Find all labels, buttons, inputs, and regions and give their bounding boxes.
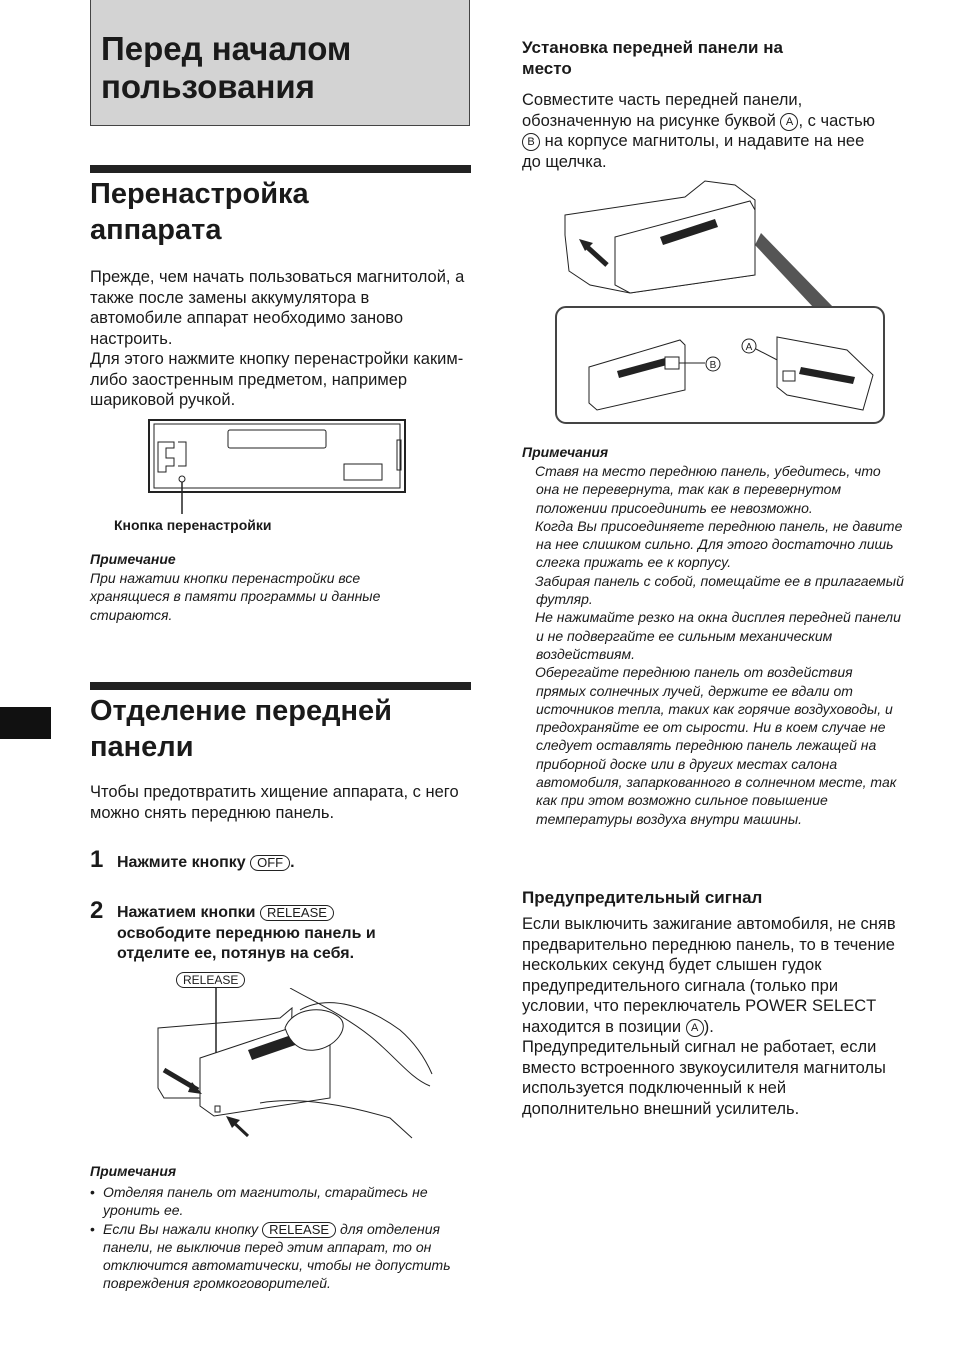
detach-intro: Чтобы предотвратить хищение аппарата, с него можно снять переднюю панель. (90, 783, 459, 822)
attach-note-item: Не нажимайте резко на окна дисплея передней панели и не подвергайте ее сильным механическим воздействиям. (535, 609, 901, 662)
reset-heading: Перенастройка аппарата (90, 178, 309, 246)
detach-note-2-b: для отделения панели, не выключив перед этим аппарат, то он отключится автоматически, чтобы не допустить повреждения громкоговорителей. (103, 1220, 451, 1292)
warning-text-a: Если выключить зажигание автомобиля, не сняв предварительно переднюю панель, то в течение нескольких секунд будет слышен гудок предупредительного сигнала (только при условии, что переключатель POWER SELECT находится в позиции (522, 915, 896, 1036)
attach-text-b: , с частью (798, 111, 876, 130)
detach-notes-title: Примечания (90, 1163, 177, 1179)
detach-note-item (90, 1220, 462, 1293)
attach-notes-list (524, 462, 904, 828)
section-rule (90, 165, 471, 173)
attach-text-a: Совместите часть передней панели, обозначенную на рисунке буквой (522, 91, 803, 130)
step-1-text (117, 853, 295, 874)
attach-panel-figure (555, 175, 887, 427)
svg-text:B: B (709, 360, 717, 371)
warning-text (522, 914, 906, 1119)
mark-b-icon: B (522, 133, 540, 151)
svg-text:A: A (745, 342, 753, 353)
reset-text (90, 267, 465, 411)
reset-paragraph-1: Прежде, чем начать пользоваться магнитолой, а также после замены аккумулятора в автомобиле аппарат необходимо заново настроить. (90, 268, 465, 348)
reset-figure-caption: Кнопка перенастройки (114, 517, 272, 533)
warning-text-b: ). (703, 1017, 714, 1036)
detach-notes-list (90, 1183, 462, 1293)
attach-note-item: Ставя на место переднюю панель, убедитесь, что она не перевернута, так как в перевернутом положении присоединить ее невозможно. (535, 463, 881, 516)
mark-a-icon: A (780, 113, 798, 131)
step-1-number: 1 (90, 846, 104, 873)
step-1-label: Нажмите кнопку (117, 854, 246, 871)
warning-paragraph-2: Предупредительный сигнал не работает, если вместо встроенного звукоусилителя магнитолы используется подключенный к ней дополнительно внешний усилитель. (522, 1038, 886, 1118)
release-button-label: RELEASE (260, 905, 334, 921)
detach-note-2-a: Если Вы нажали кнопку (103, 1220, 259, 1237)
release-figure-label-wrap (176, 971, 245, 989)
detach-panel-figure (140, 988, 440, 1143)
reset-note-title: Примечание (90, 551, 176, 567)
attach-note-item: Забирая панель с собой, помещайте ее в прилагаемый футляр. (535, 572, 904, 608)
step-1-period: . (290, 854, 295, 871)
section-rule (90, 682, 471, 690)
attach-text (522, 90, 877, 172)
attach-notes-title: Примечания (522, 444, 609, 460)
step-2-text (117, 903, 427, 965)
off-button-label: OFF (250, 855, 290, 871)
side-tab-marker (0, 707, 51, 739)
reset-button-figure (148, 418, 408, 518)
attach-note-item: Оберегайте переднюю панель от воздействия прямых солнечных лучей, держите ее вдали от источников тепла, таких как горячие воздуховоды, и предохраняйте ее от сырости. Ни в коем случае не следует оставлять переднюю панель лежащей на приборной доске или в других местах салона автомобиля, запаркованного в солнечном месте, так как при этом возможно сильное повышение температуры воздуха внутри машины. (535, 664, 897, 827)
attach-text-c: на корпусе магнитолы, и надавите на нее до щелчка. (522, 132, 865, 171)
reset-paragraph-2: Для этого нажмите кнопку перенастройки каким-либо заостренным предметом, например шариковой ручкой. (90, 350, 464, 409)
reset-note-text: При нажатии кнопки перенастройки все хранящиеся в памяти программы и данные стираются. (90, 570, 381, 623)
page-title: Перед началом пользования (101, 30, 352, 105)
detach-heading: Отделение передней панели (90, 695, 392, 763)
mark-a-icon: A (686, 1019, 704, 1037)
section-title-box (90, 0, 470, 126)
release-figure-label: RELEASE (176, 972, 245, 988)
release-button-label-note: RELEASE (262, 1222, 336, 1238)
step-2-number: 2 (90, 897, 104, 924)
step-2-label-b: освободите переднюю панель и отделите ее, потянув на себя. (117, 924, 376, 962)
attach-note-item: Когда Вы присоединяете переднюю панель, не давите на нее слишком сильно. Для этого достаточно лишь слегка прижать ее к корпусу. (535, 517, 903, 571)
attach-heading: Установка передней панели на место (522, 38, 783, 78)
step-2-label-a: Нажатием кнопки (117, 904, 256, 921)
detach-note-item: • Отделяя панель от магнитолы, старайтесь не уронить ее. (90, 1183, 462, 1220)
warning-heading: Предупредительный сигнал (522, 888, 763, 907)
